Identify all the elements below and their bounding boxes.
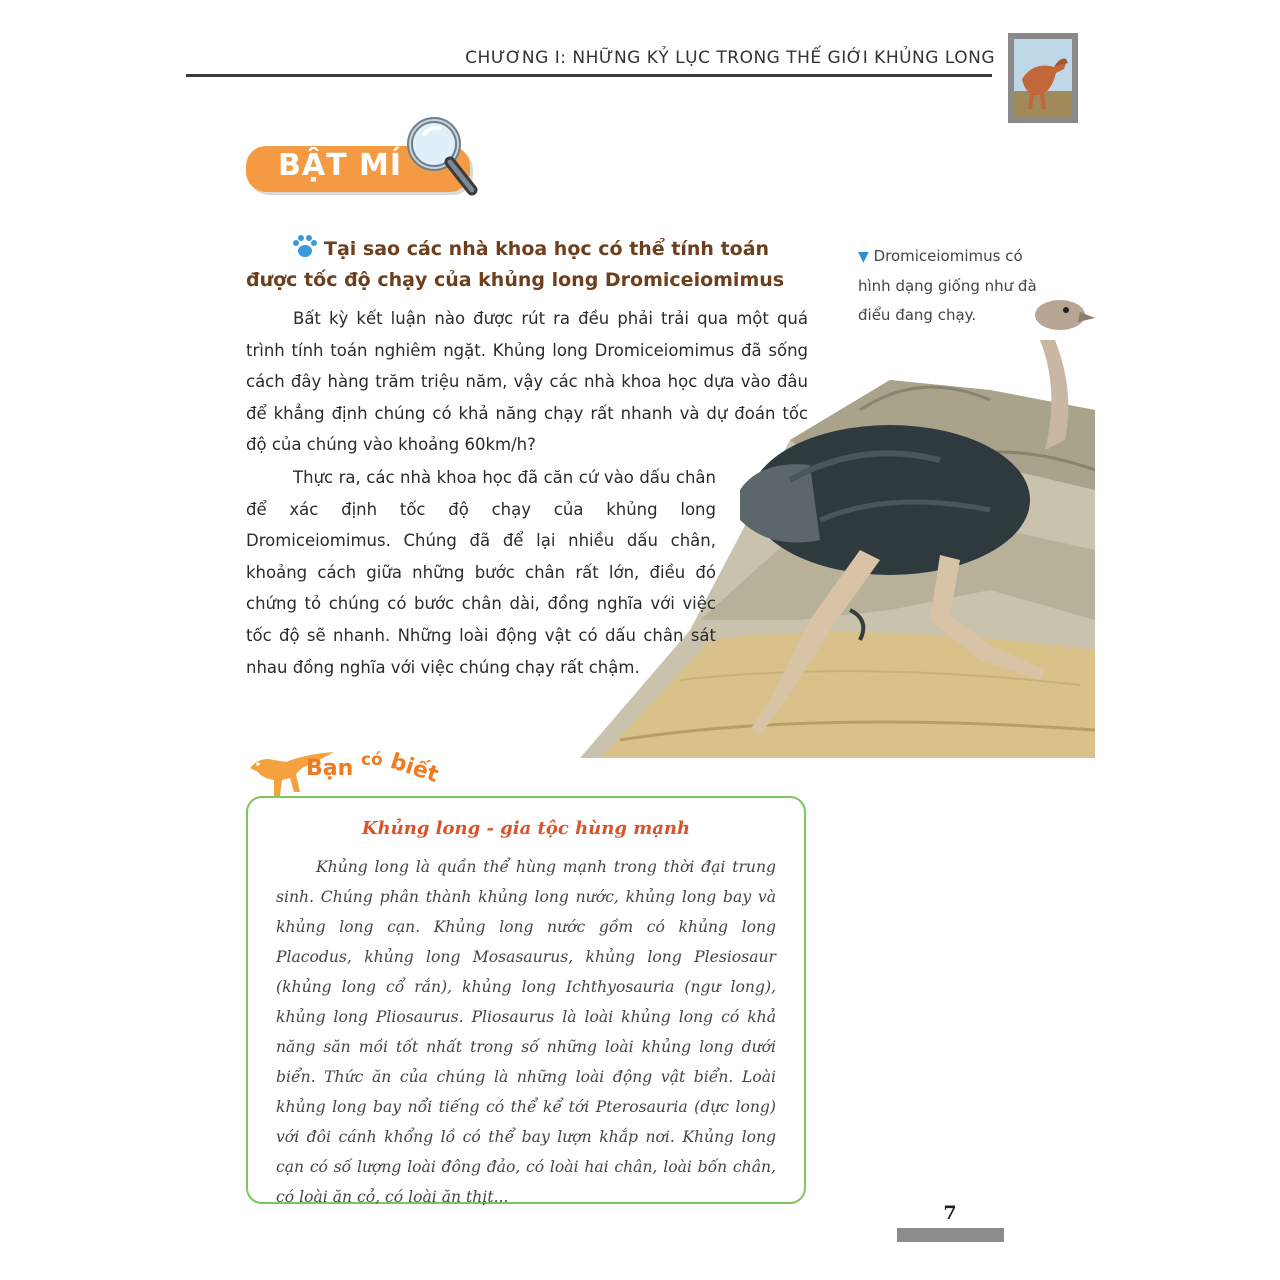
chapter-thumbnail — [1008, 33, 1078, 123]
dinosaur-thumbnail-image — [1014, 39, 1072, 117]
paragraph-2: Thực ra, các nhà khoa học đã căn cứ vào dấu chân để xác định tốc độ chạy của khủng long Dromiceiomimus. Chúng đã để lại nhiều dấu chân, khoảng cách giữa những bước chân rất lớn, điều đó chứng tỏ chúng có bước chân dài, đồng nghĩa với việc tốc độ sẽ nhanh. Những loài động vật có dấu chân sát nhau đồng nghĩa với việc chúng chạy rất chậm. — [246, 468, 716, 677]
did-you-know-word-3: biết — [387, 749, 442, 788]
caption-text: Dromiceiomimus có hình dạng giống như đà điểu đang chạy. — [858, 247, 1037, 324]
did-you-know-text: Khủng long là quần thể hùng mạnh trong thời đại trung sinh. Chúng phân thành khủng long nước, khủng long bay và khủng long cạn. Khủng long nước gồm có khủng long Placodus, khủng long Mosasaurus, khủng long Plesiosaur (khủng long cổ rắn), khủng long Ichthyosauria (ngư long), khủng long Pliosaurus. Pliosaurus là loài khủng long có khả năng săn mồi tốt nhất trong số những loài khủng long dưới biển. Thức ăn của chúng là những loài động vật biển. Loài khủng long bay nổi tiếng có thể kể tới Pterosauria (dực long) với đôi cánh khổng lồ có thể bay lượn khắp nơi. Khủng long cạn có số lượng loài đông đảo, có loài hai chân, loài bốn chân, có loài ăn cỏ, có loài ăn thịt... — [276, 858, 776, 1206]
did-you-know-word-2: có — [360, 750, 383, 770]
page-number: 7 — [943, 1202, 957, 1224]
running-head: CHƯƠNG I: NHỮNG KỶ LỤC TRONG THẾ GIỚI KHỦNG LONG — [465, 48, 995, 68]
did-you-know-word-1: Bạn — [306, 756, 354, 781]
section-badge-label: BẬT MÍ — [278, 148, 403, 183]
page-number-bar — [897, 1228, 1004, 1242]
caption-triangle-icon: ▼ — [858, 249, 869, 265]
header-rule — [186, 74, 992, 77]
magnifier-icon — [400, 112, 484, 202]
question-title: Tại sao các nhà khoa học có thể tính toán được tốc độ chạy của khủng long Dromiceiomimus — [246, 238, 785, 291]
did-you-know-title: Khủng long - gia tộc hùng mạnh — [361, 818, 691, 839]
illustration-caption — [858, 242, 1038, 330]
did-you-know-heading — [306, 749, 442, 788]
paragraph-1: Bất kỳ kết luận nào được rút ra đều phải trải qua một quá trình tính toán nghiêm ngặt. Khủng long Dromiceiomimus đã sống cách đây hàng trăm triệu năm, vậy các nhà khoa học dựa vào đâu để khẳng định chúng có khả năng chạy rất nhanh và dự đoán tốc độ của chúng vào khoảng 60km/h? — [246, 309, 808, 455]
